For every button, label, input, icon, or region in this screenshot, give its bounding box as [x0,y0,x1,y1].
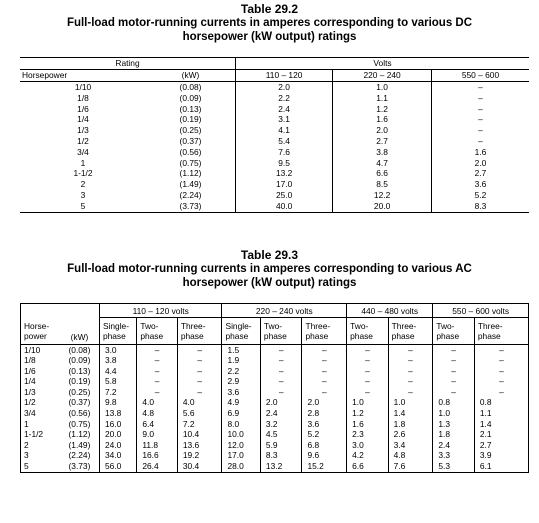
three-phase-220-header [302,318,347,345]
horsepower-header-line1: Horse- [24,320,50,331]
kw-cell: (3.73) [68,461,91,472]
two-phase-440-cell: 4.2 [347,450,389,461]
table-29-2-caption [0,2,539,44]
two-phase-110-cell: – [137,355,178,366]
kw-cell: (2.24) [68,450,91,461]
horsepower-cell: 1/4 [24,376,36,387]
three-phase-220-cell: – [302,366,347,377]
two-phase-440-cell: 1.0 [347,397,389,408]
two-phase-110-cell: 9.0 [137,429,178,440]
amps-110-120-cell: 13.2 [236,168,333,179]
horsepower-cell: 1/10 [74,82,92,92]
kw-cell: (0.37) [68,397,91,408]
table-row [21,408,529,419]
kw-cell: (0.56) [179,146,202,157]
table-29-2-number: Table 29.2 [240,2,299,16]
kw-cell: (0.37) [179,135,202,146]
kw-cell: (1.49) [68,439,91,450]
single-phase-110-cell: 3.0 [99,344,136,355]
three-phase-110-cell: 7.2 [177,419,222,430]
two-phase-220-cell: – [260,344,302,355]
single-phase-110-cell: 24.0 [99,440,136,451]
table-row [20,201,529,212]
horsepower-cell: 2 [80,179,86,190]
volts-110-120-header: 110 – 120 [236,70,333,82]
two-label-line2: phase [140,330,164,341]
single-phase-110-cell: 4.4 [99,366,136,377]
three-phase-440-cell: – [388,355,433,366]
kw-cell: (0.13) [68,365,91,376]
table-row [20,136,529,147]
table-row [21,461,529,472]
two-phase-440-cell: – [347,344,389,355]
single-phase-110-cell: 7.2 [99,387,136,398]
group-550-600-volts: 550 – 600 volts [433,304,529,318]
blank-group-cell [21,304,100,318]
two-phase-550-header [433,318,475,345]
horsepower-cell: 1 [24,418,29,429]
three-phase-220-cell: 5.2 [302,429,347,440]
group-220-240-volts: 220 – 240 volts [222,304,347,318]
amps-550-600-cell: – [431,114,529,125]
horsepower-cell: 1/10 [24,344,41,355]
two-phase-550-cell: 5.3 [433,461,475,472]
two-phase-110-cell: 6.4 [137,419,178,430]
two-phase-440-cell: – [347,355,389,366]
three-phase-110-cell: 13.6 [177,440,222,451]
three-phase-440-cell: 1.0 [388,397,433,408]
amps-110-120-cell: 5.4 [236,136,333,147]
kw-cell: (1.12) [68,429,91,440]
group-440-480-volts: 440 – 480 volts [347,304,433,318]
amps-110-120-cell: 4.1 [236,125,333,136]
single-phase-110-cell: 13.8 [99,408,136,419]
three-phase-440-cell: 4.8 [388,450,433,461]
horsepower-cell: 1/6 [77,103,89,114]
amps-110-120-cell: 2.0 [236,82,333,93]
volts-550-600-header: 550 – 600 [431,70,529,82]
table-row [20,114,529,125]
kw-cell: (0.08) [179,82,202,92]
kw-cell: (0.25) [68,386,91,397]
single-phase-220-cell: 1.9 [222,355,260,366]
two-phase-440-cell: – [347,376,389,387]
two-phase-550-cell: 1.0 [433,408,475,419]
kw-cell: (0.75) [179,157,202,168]
two-phase-550-cell: – [433,387,475,398]
kw-cell: (0.19) [179,114,202,125]
two-phase-110-cell: – [137,344,178,355]
three-phase-220-cell: – [302,376,347,387]
three-phase-220-cell: 2.8 [302,408,347,419]
three-phase-220-cell: – [302,387,347,398]
three-phase-440-cell: – [388,387,433,398]
two-phase-440-cell: – [347,387,389,398]
dc-current-table [20,57,529,213]
table-row [21,387,529,398]
kw-cell: (0.75) [68,418,91,429]
amps-220-240-cell: 2.0 [333,125,432,136]
three-phase-110-cell: – [177,355,222,366]
three-label-line2: phase [477,330,501,341]
kw-cell: (3.73) [146,201,236,212]
horsepower-cell: 3/4 [24,408,36,419]
amps-110-120-cell: 7.6 [236,147,333,158]
table-row [21,366,529,377]
horsepower-cell: 3/4 [77,146,89,157]
single-phase-220-cell: 2.2 [222,366,260,377]
single-phase-110-cell: 3.8 [99,355,136,366]
single-phase-220-cell: 3.6 [222,387,260,398]
three-phase-220-cell: – [302,355,347,366]
table-row [20,179,529,190]
two-phase-110-cell: – [137,387,178,398]
single-phase-220-cell: 6.9 [222,408,260,419]
three-phase-440-cell: 2.6 [388,429,433,440]
two-phase-550-cell: 0.8 [433,397,475,408]
table-row [20,125,529,136]
three-phase-440-cell: – [388,376,433,387]
two-phase-110-cell: 4.0 [137,397,178,408]
single-phase-220-cell: 1.5 [222,344,260,355]
three-phase-550-cell: 6.1 [474,461,528,472]
table-row [20,93,529,104]
three-phase-550-cell: – [474,344,528,355]
two-phase-440-cell: – [347,366,389,377]
horsepower-header [21,318,60,345]
two-phase-220-cell: – [260,376,302,387]
horsepower-cell: 1/2 [24,397,36,408]
kw-cell: (1.12) [179,168,202,179]
two-phase-110-cell: 16.6 [137,450,178,461]
three-label-line1: Three- [180,320,206,331]
table-row [21,344,529,355]
three-phase-550-cell: – [474,387,528,398]
three-phase-110-cell: 30.4 [177,461,222,472]
single-phase-220-header [222,318,260,345]
two-phase-220-cell: 13.2 [260,461,302,472]
horsepower-cell: 1/4 [77,114,89,125]
table-row [21,450,529,461]
horsepower-cell: 1/3 [77,125,89,136]
horsepower-cell: 1/8 [24,355,36,366]
three-phase-550-cell: 0.8 [474,397,528,408]
three-phase-110-cell: 5.6 [177,408,222,419]
group-110-120-volts: 110 – 120 volts [99,304,222,318]
three-label-line1: Three- [477,320,503,331]
amps-550-600-cell: 8.3 [431,201,529,212]
two-phase-220-cell: 4.5 [260,429,302,440]
kw-cell: (0.25) [179,125,202,136]
two-phase-110-cell: 26.4 [137,461,178,472]
three-phase-550-cell: – [474,355,528,366]
horsepower-cell: 1/2 [77,135,89,146]
two-phase-220-cell: 8.3 [260,450,302,461]
three-phase-440-cell: 1.4 [388,408,433,419]
kw-header: (kW) [146,70,236,82]
kw-cell: (0.56) [68,408,91,419]
table-row [20,147,529,158]
three-phase-220-cell: 3.6 [302,419,347,430]
three-phase-440-cell: 7.6 [388,461,433,472]
two-label-line2: phase [263,330,287,341]
table-row [20,190,529,201]
amps-550-600-cell: 1.6 [431,147,529,158]
horsepower-cell: 2 [24,439,29,450]
table-29-3-caption [0,248,539,290]
horsepower-cell: 3 [24,450,29,461]
three-phase-110-cell: 10.4 [177,429,222,440]
amps-220-240-cell: 1.6 [333,114,432,125]
amps-220-240-cell: 4.7 [333,158,432,169]
two-phase-550-cell: 1.8 [433,429,475,440]
three-phase-440-header [388,318,433,345]
single-phase-220-cell: 8.0 [222,419,260,430]
three-phase-440-cell: 3.4 [388,440,433,451]
two-phase-220-header [260,318,302,345]
two-phase-220-cell: 2.0 [260,397,302,408]
amps-220-240-cell: 3.8 [333,147,432,158]
amps-220-240-cell: 1.1 [333,93,432,104]
table-row [20,158,529,169]
two-phase-550-cell: – [433,344,475,355]
horsepower-cell: 1/6 [24,365,36,376]
two-phase-220-cell: – [260,355,302,366]
three-phase-110-cell: – [177,387,222,398]
single-label-line1: Single- [102,320,130,331]
horsepower-header: Horsepower [20,70,146,82]
table-row [20,104,529,115]
two-phase-550-cell: – [433,376,475,387]
amps-550-600-cell: 5.2 [431,190,529,201]
three-label-line1: Three- [391,320,417,331]
single-phase-220-cell: 12.0 [222,440,260,451]
three-phase-110-cell: – [177,366,222,377]
two-phase-440-cell: 1.2 [347,408,389,419]
three-phase-110-cell: – [177,344,222,355]
three-phase-550-cell: 1.4 [474,419,528,430]
three-phase-110-cell: 4.0 [177,397,222,408]
table-row [21,397,529,408]
three-phase-220-cell: 15.2 [302,461,347,472]
three-phase-550-cell: – [474,376,528,387]
two-phase-550-cell: 3.3 [433,450,475,461]
amps-110-120-cell: 2.4 [236,104,333,115]
amps-220-240-cell: 20.0 [333,201,432,212]
three-phase-440-cell: – [388,366,433,377]
two-phase-440-cell: 6.6 [347,461,389,472]
kw-cell: (1.49) [179,179,202,190]
horsepower-cell: 3 [80,189,86,200]
two-phase-110-cell: 4.8 [137,408,178,419]
three-phase-550-cell: 1.1 [474,408,528,419]
horsepower-cell: 5 [20,201,146,212]
three-phase-550-cell: – [474,366,528,377]
three-phase-550-header [474,318,528,345]
three-label-line2: phase [305,330,329,341]
three-phase-220-cell: 2.0 [302,397,347,408]
horsepower-header-line2: power [24,330,47,341]
single-label-line1: Single- [225,320,252,331]
single-phase-110-cell: 20.0 [99,429,136,440]
single-phase-220-cell: 17.0 [222,450,260,461]
volts-header: Volts [236,58,530,70]
two-phase-550-cell: 1.3 [433,419,475,430]
single-phase-220-cell: 28.0 [222,461,260,472]
amps-550-600-cell: 3.6 [431,179,529,190]
three-phase-220-cell: – [302,344,347,355]
amps-110-120-cell: 25.0 [236,190,333,201]
three-label-line1: Three- [305,320,331,331]
two-phase-110-header [137,318,178,345]
table-row [21,355,529,366]
three-phase-440-cell: 1.8 [388,419,433,430]
amps-220-240-cell: 12.2 [333,190,432,201]
two-phase-110-cell: – [137,366,178,377]
horsepower-cell: 1-1/2 [24,429,44,440]
two-phase-110-cell: – [137,376,178,387]
table-row [21,419,529,430]
kw-cell: (0.09) [179,92,202,103]
three-phase-550-cell: 2.7 [474,440,528,451]
three-phase-110-header [177,318,222,345]
three-label-line2: phase [180,330,204,341]
single-phase-110-cell: 9.8 [99,397,136,408]
amps-550-600-cell: – [431,104,529,115]
two-phase-550-cell: – [433,366,475,377]
amps-110-120-cell: 17.0 [236,179,333,190]
table-29-2-title: Full-load motor-running currents in amperes corresponding to various DC horsepower (kW output) ratings [66,17,473,43]
table-row [21,440,529,451]
amps-550-600-cell: – [431,93,529,104]
amps-220-240-cell: 6.6 [333,168,432,179]
single-phase-220-cell: 10.0 [222,429,260,440]
two-phase-550-cell: 2.4 [433,440,475,451]
two-phase-440-cell: 2.3 [347,429,389,440]
two-phase-220-cell: – [260,387,302,398]
two-phase-550-cell: – [433,355,475,366]
two-phase-440-cell: 1.6 [347,419,389,430]
kw-cell: (0.09) [68,355,91,366]
ac-current-table [20,303,529,473]
amps-550-600-cell: – [431,82,529,93]
three-phase-110-cell: – [177,376,222,387]
single-phase-110-cell: 16.0 [99,419,136,430]
amps-110-120-cell: 3.1 [236,114,333,125]
two-phase-220-cell: 3.2 [260,419,302,430]
single-phase-110-cell: 5.8 [99,376,136,387]
kw-header: (kW) [60,318,99,345]
amps-220-240-cell: 1.2 [333,104,432,115]
two-label-line2: phase [436,330,460,341]
single-phase-220-cell: 4.9 [222,397,260,408]
horsepower-cell: 1-1/2 [73,168,93,179]
two-phase-220-cell: 2.4 [260,408,302,419]
amps-550-600-cell: – [431,136,529,147]
two-phase-220-cell: – [260,366,302,377]
single-phase-220-cell: 2.9 [222,376,260,387]
three-label-line2: phase [391,330,415,341]
amps-110-120-cell: 2.2 [236,93,333,104]
two-label-line1: Two- [140,320,159,331]
two-phase-110-cell: 11.8 [137,440,178,451]
horsepower-cell: 1/3 [24,386,36,397]
amps-550-600-cell: – [431,125,529,136]
table-row [20,82,529,93]
amps-220-240-cell: 8.5 [333,179,432,190]
amps-110-120-cell: 40.0 [236,201,333,212]
single-phase-110-header [99,318,136,345]
amps-220-240-cell: 1.0 [333,82,432,93]
three-phase-220-cell: 6.8 [302,440,347,451]
table-29-3-number: Table 29.3 [240,248,299,262]
amps-220-240-cell: 2.7 [333,136,432,147]
kw-cell: (0.08) [68,344,91,355]
horsepower-cell: 5 [24,461,29,472]
kw-cell: (0.19) [68,376,91,387]
two-label-line1: Two- [350,320,369,331]
three-phase-440-cell: – [388,344,433,355]
three-phase-550-cell: 3.9 [474,450,528,461]
table-row [21,429,529,440]
amps-550-600-cell: 2.0 [431,158,529,169]
two-label-line1: Two- [436,320,455,331]
table-row [20,168,529,179]
two-label-line1: Two- [263,320,283,331]
volts-220-240-header: 220 – 240 [333,70,432,82]
single-phase-110-cell: 56.0 [99,461,136,472]
rating-header: Rating [20,58,236,70]
horsepower-cell: 1/8 [77,92,89,103]
table-29-3-title: Full-load motor-running currents in amperes corresponding to various AC horsepower (kW output) ratings [67,263,472,289]
table-row [21,376,529,387]
single-phase-110-cell: 34.0 [99,450,136,461]
single-label-line2: phase [102,330,126,341]
three-phase-110-cell: 19.2 [177,450,222,461]
kw-cell: (0.13) [179,103,202,114]
two-phase-440-header [347,318,389,345]
two-phase-440-cell: 3.0 [347,440,389,451]
horsepower-cell: 1 [80,157,86,168]
three-phase-220-cell: 9.6 [302,450,347,461]
three-phase-550-cell: 2.1 [474,429,528,440]
kw-cell: (2.24) [179,189,202,200]
amps-110-120-cell: 9.5 [236,158,333,169]
single-label-line2: phase [225,330,249,341]
two-label-line2: phase [350,330,373,341]
amps-550-600-cell: 2.7 [431,168,529,179]
two-phase-220-cell: 5.9 [260,440,302,451]
